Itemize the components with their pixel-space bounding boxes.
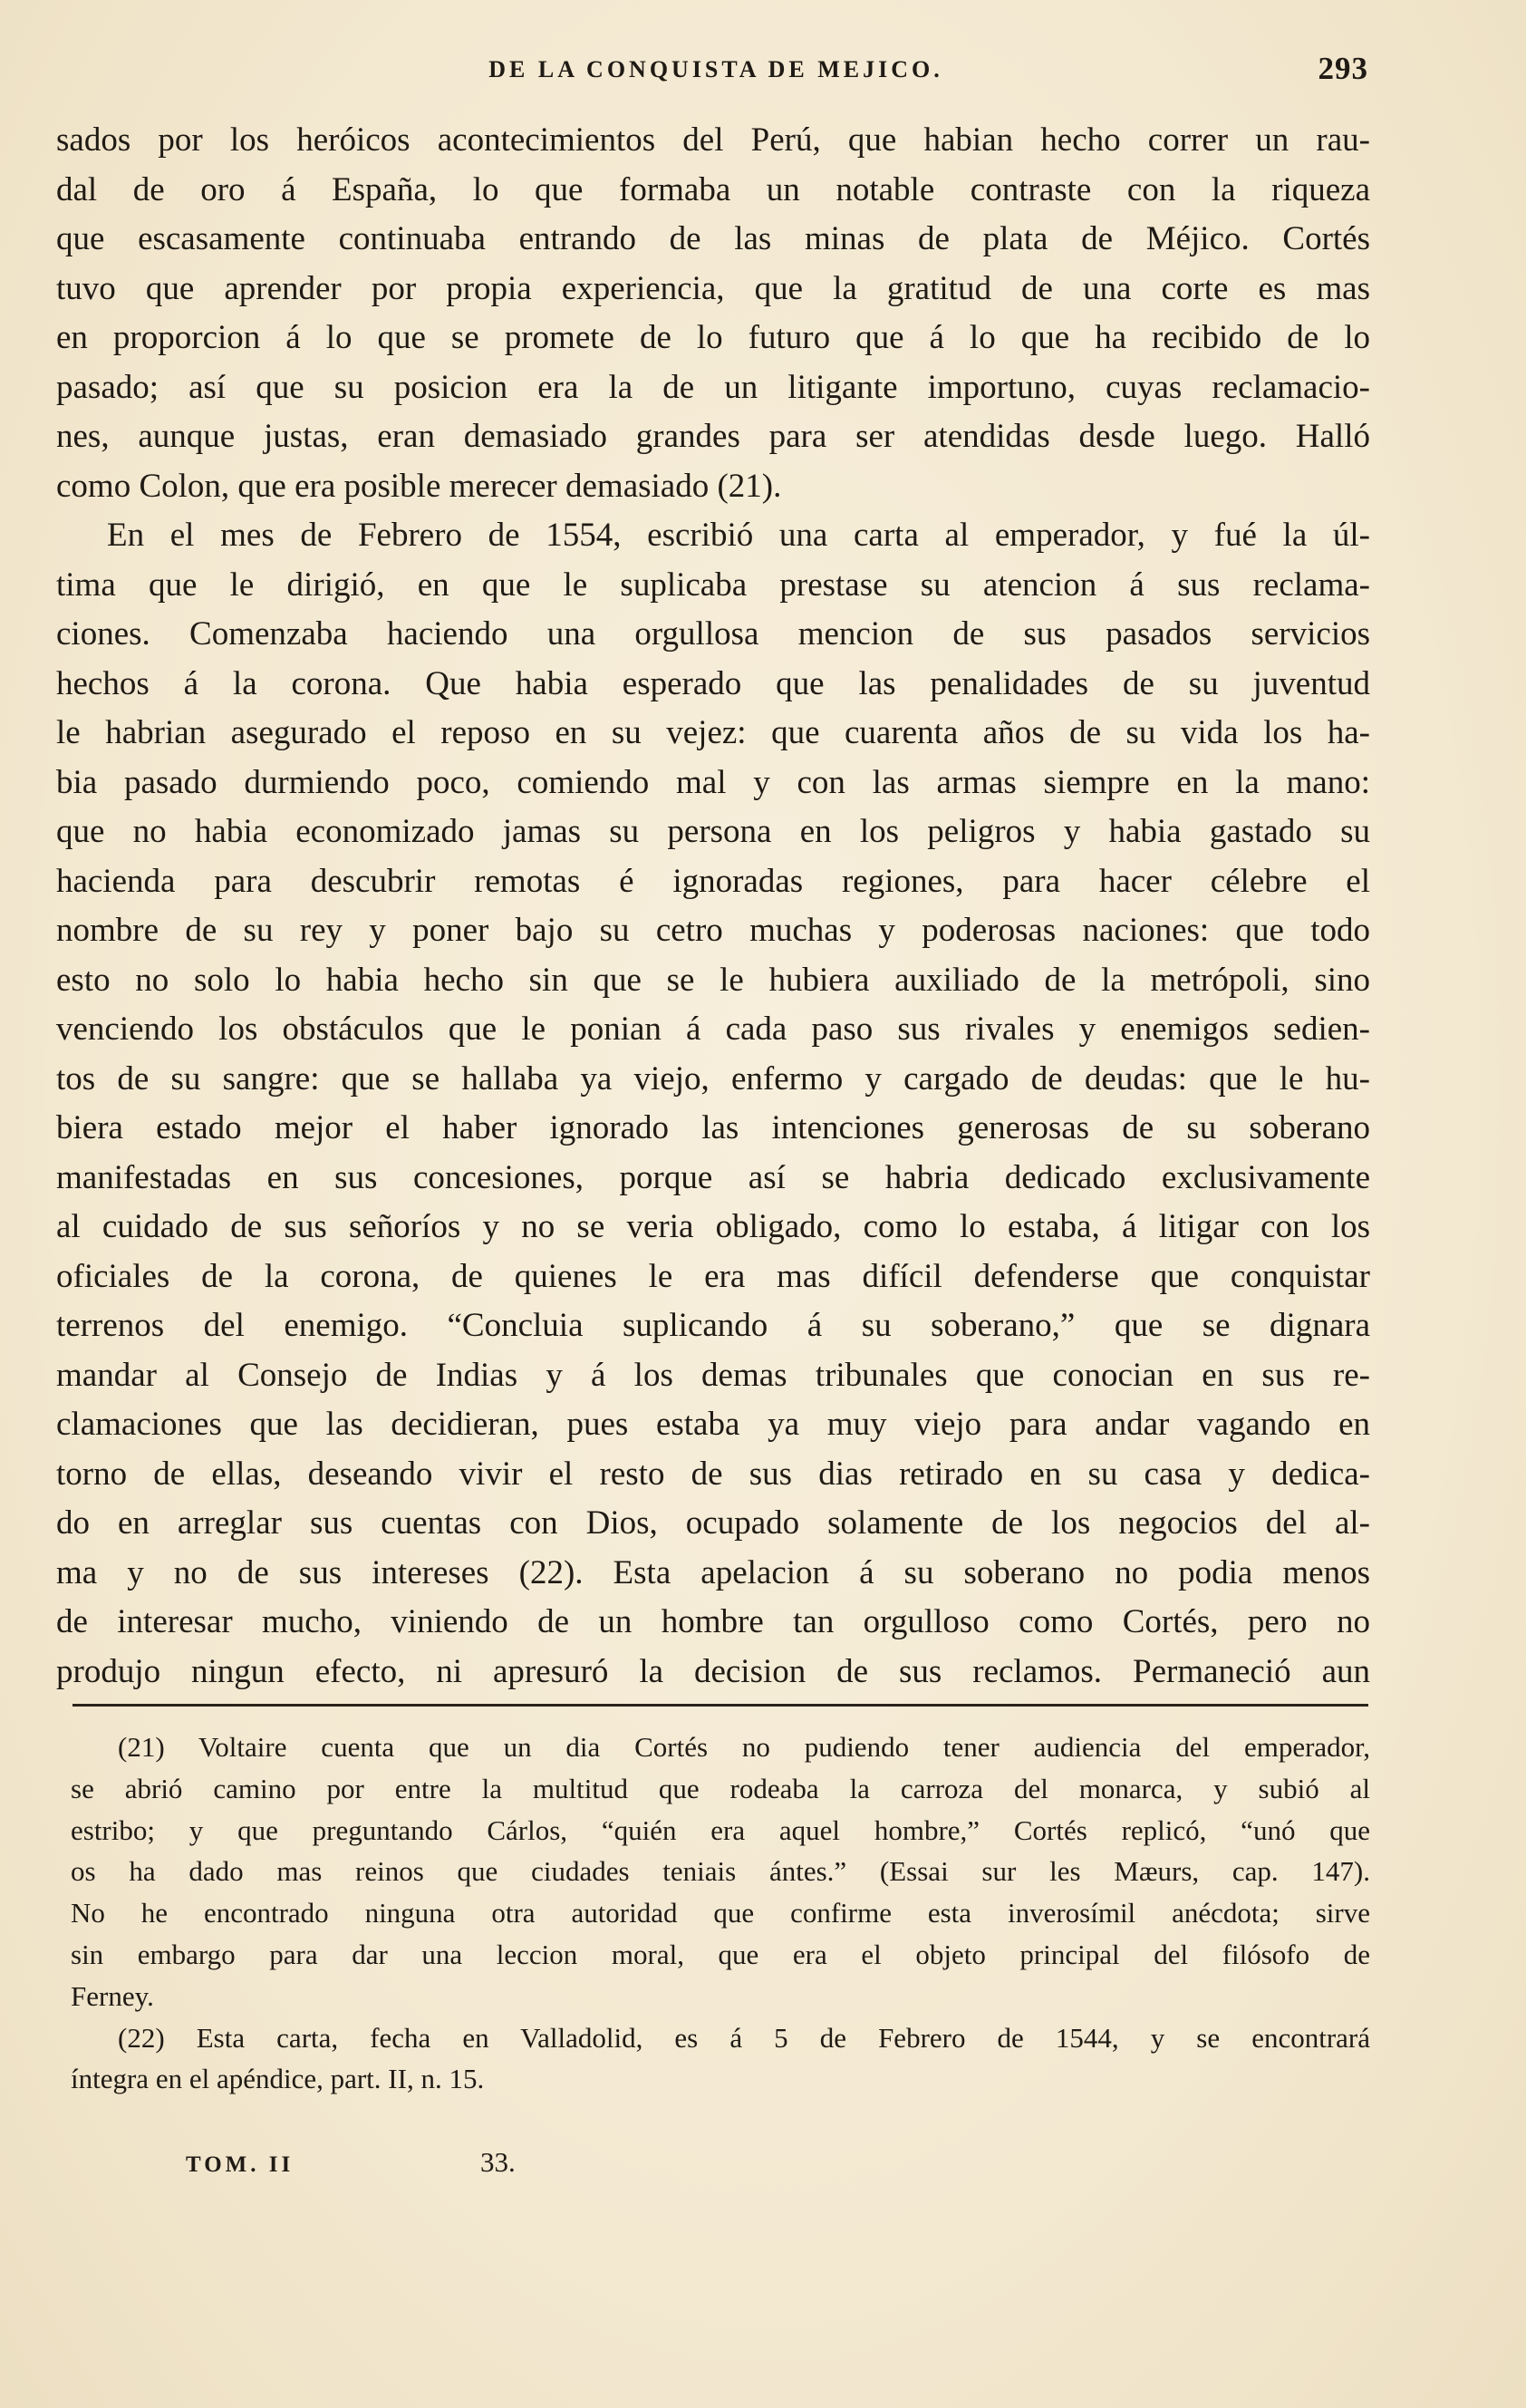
text-line: hechos á la corona. Que habia esperado que las penalidades de su juventud [56, 664, 1370, 702]
text-line: nes, aunque justas, eran demasiado grandes para ser atendidas desde luego. Halló [56, 418, 1370, 455]
footnote-line: os ha dado mas reinos que ciudades teniais ántes.” (Essai sur les Mæurs, cap. 147). [71, 1855, 1370, 1888]
text-line: pasado; así que su posicion era la de un litigante importuno, cuyas reclamacio- [56, 368, 1370, 406]
text-line: ma y no de sus intereses (22). Esta apelacion á su soberano no podia menos [56, 1553, 1370, 1591]
text-line: manifestadas en sus concesiones, porque así se habria dedicado exclusivamente [56, 1158, 1370, 1196]
page-header [63, 51, 1368, 102]
page-number: 293 [1318, 51, 1368, 86]
text-line: bia pasado durmiendo poco, comiendo mal y con las armas siempre en la mano: [56, 763, 1370, 801]
text-line: tuvo que aprender por propia experiencia, que la gratitud de una corte es mas [56, 269, 1370, 307]
running-head: DE LA CONQUISTA DE MEJICO. [488, 56, 943, 82]
text-line: nombre de su rey y poner bajo su cetro muchas y poderosas naciones: que todo [56, 912, 1370, 949]
text-line: biera estado mejor el haber ignorado las intenciones generosas de su soberano [56, 1109, 1370, 1146]
text-line: dal de oro á España, lo que formaba un notable contraste con la riqueza [56, 170, 1370, 208]
footnote-line: (21) Voltaire cuenta que un dia Cortés no pudiendo tener audiencia del emperador, [118, 1731, 1370, 1763]
footnote-line: íntegra en el apéndice, part. II, n. 15. [71, 2063, 485, 2095]
text-line: venciendo los obstáculos que le ponian á cada paso sus rivales y enemigos sedien- [56, 1011, 1370, 1048]
text-line: sados por los heróicos acontecimientos del Perú, que habian hecho correr un rau- [56, 121, 1370, 159]
footnote-line: (22) Esta carta, fecha en Valladolid, es á 5 de Febrero de 1544, y se encontrará [118, 2021, 1370, 2054]
text-line: que escasamente continuaba entrando de las minas de plata de Méjico. Cortés [56, 220, 1370, 257]
main-text [56, 116, 1370, 1697]
text-line: clamaciones que las decidieran, pues estaba ya muy viejo para andar vagando en [56, 1406, 1370, 1443]
footnote-line: Ferney. [71, 1979, 154, 2012]
text-line: mandar al Consejo de Indias y á los demas tribunales que conocian en sus re- [56, 1356, 1370, 1394]
text-line: hacienda para descubrir remotas é ignoradas regiones, para hacer célebre el [56, 862, 1370, 900]
text-line: ciones. Comenzaba haciendo una orgullosa mencion de sus pasados servicios [56, 615, 1370, 653]
text-line: tima que le dirigió, en que le suplicaba prestase su atencion á sus reclama- [56, 566, 1370, 604]
footnote-line: se abrió camino por entre la multitud que rodeaba la carroza del monarca, y subió al [71, 1772, 1370, 1804]
footnote-line: estribo; y que preguntando Cárlos, “quién era aquel hombre,” Cortés replicó, “unó que [71, 1813, 1370, 1846]
footnotes [71, 1726, 1370, 2100]
text-line: de interesar mucho, viniendo de un hombre tan orgulloso como Cortés, pero no [56, 1603, 1370, 1640]
text-line: tos de su sangre: que se hallaba ya viejo, enfermo y cargado de deudas: que le hu- [56, 1059, 1370, 1098]
footnote-divider [72, 1704, 1368, 1707]
text-line: oficiales de la corona, de quienes le era mas difícil defenderse que conquistar [56, 1257, 1370, 1295]
text-line: En el mes de Febrero de 1554, escribió una carta al emperador, y fué la úl- [107, 517, 1370, 554]
sheet-number: 33. [480, 2146, 516, 2178]
text-line: produjo ningun efecto, ni apresuró la decision de sus reclamos. Permaneció aun [56, 1652, 1370, 1690]
text-line: como Colon, que era posible merecer demasiado (21). [56, 467, 782, 505]
text-line: le habrian asegurado el reposo en su vejez: que cuarenta años de su vida los ha- [56, 714, 1370, 751]
text-line: do en arreglar sus cuentas con Dios, ocupado solamente de los negocios del al- [56, 1504, 1370, 1542]
volume-signature: TOM. II [186, 2152, 295, 2177]
text-line: que no habia economizado jamas su persona en los peligros y habia gastado su [56, 813, 1370, 850]
text-line: esto no solo lo habia hecho sin que se le hubiera auxiliado de la metrópoli, sino [56, 961, 1370, 999]
footnote-line: No he encontrado ninguna otra autoridad que confirme esta inverosímil anécdota; sirve [71, 1897, 1370, 1929]
text-line: al cuidado de sus señoríos y no se veria obligado, como lo estaba, á litigar con los [56, 1208, 1370, 1245]
footnote-line: sin embargo para dar una leccion moral, que era el objeto principal del filósofo de [71, 1938, 1370, 1970]
text-line: terrenos del enemigo. “Concluia suplicando á su soberano,” que se dignara [56, 1307, 1370, 1344]
text-line: torno de ellas, deseando vivir el resto de sus dias retirado en su casa y dedica- [56, 1455, 1370, 1493]
text-line: en proporcion á lo que se promete de lo futuro que á lo que ha recibido de lo [56, 319, 1370, 356]
